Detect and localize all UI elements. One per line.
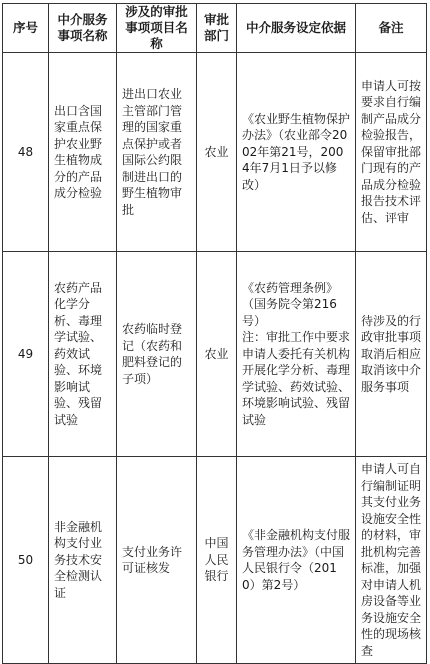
approval-project: 支付业务许可证核发	[117, 457, 197, 664]
table-row	[3, 252, 427, 457]
header-department: 审批部门	[197, 4, 237, 53]
header-remarks: 备注	[356, 4, 427, 53]
header-approval-project: 涉及的审批事项项目名称	[117, 4, 197, 53]
legal-basis: 《农业野生植物保护办法》（农业部令2002年第21号，2004年7月1日予以修改）	[237, 53, 356, 252]
header-basis: 中介服务设定依据	[237, 4, 356, 53]
row-number: 48	[3, 53, 49, 252]
approval-department: 农业	[197, 252, 237, 457]
header-row	[3, 4, 427, 53]
row-number: 49	[3, 252, 49, 457]
services-table	[2, 3, 427, 664]
remarks: 待涉及的行政审批事项取消后相应取消该中介服务事项	[356, 252, 427, 457]
remarks: 申请人可自行编制证明其支付业务设施安全性的材料，审批机构完善标准，加强对申请人机房设备等业务设施安全性的现场核查	[356, 457, 427, 664]
row-number: 50	[3, 457, 49, 664]
service-name: 非金融机构支付业务技术安全检测认证	[49, 457, 117, 664]
approval-project: 农药临时登记（农药和肥料登记的子项）	[117, 252, 197, 457]
approval-project: 进出口农业主管部门管理的国家重点保护或者国际公约限制进出口的野生植物审批	[117, 53, 197, 252]
table-row	[3, 53, 427, 252]
legal-basis: 《非金融机构支付服务管理办法》（中国人民银行令（2010）第2号）	[237, 457, 356, 664]
service-name: 出口含国家重点保护农业野生植物成分的产品成分检验	[49, 53, 117, 252]
table-row	[3, 457, 427, 664]
legal-basis: 《农药管理条例》（国务院令第216号） 注：审批工作中要求申请人委托有关机构开展化学分析、毒理学试验、药效试验、环境影响试验、残留试验	[237, 252, 356, 457]
approval-department: 中国人民银行	[197, 457, 237, 664]
header-number: 序号	[3, 4, 49, 53]
service-name: 农药产品化学分析、毒理学试验、药效试验、环境影响试验、残留试验	[49, 252, 117, 457]
remarks: 申请人可按要求自行编制产品成分检验报告，保留审批部门现有的产品成分检验报告技术评估、评审	[356, 53, 427, 252]
approval-department: 农业	[197, 53, 237, 252]
header-service-name: 中介服务事项名称	[49, 4, 117, 53]
